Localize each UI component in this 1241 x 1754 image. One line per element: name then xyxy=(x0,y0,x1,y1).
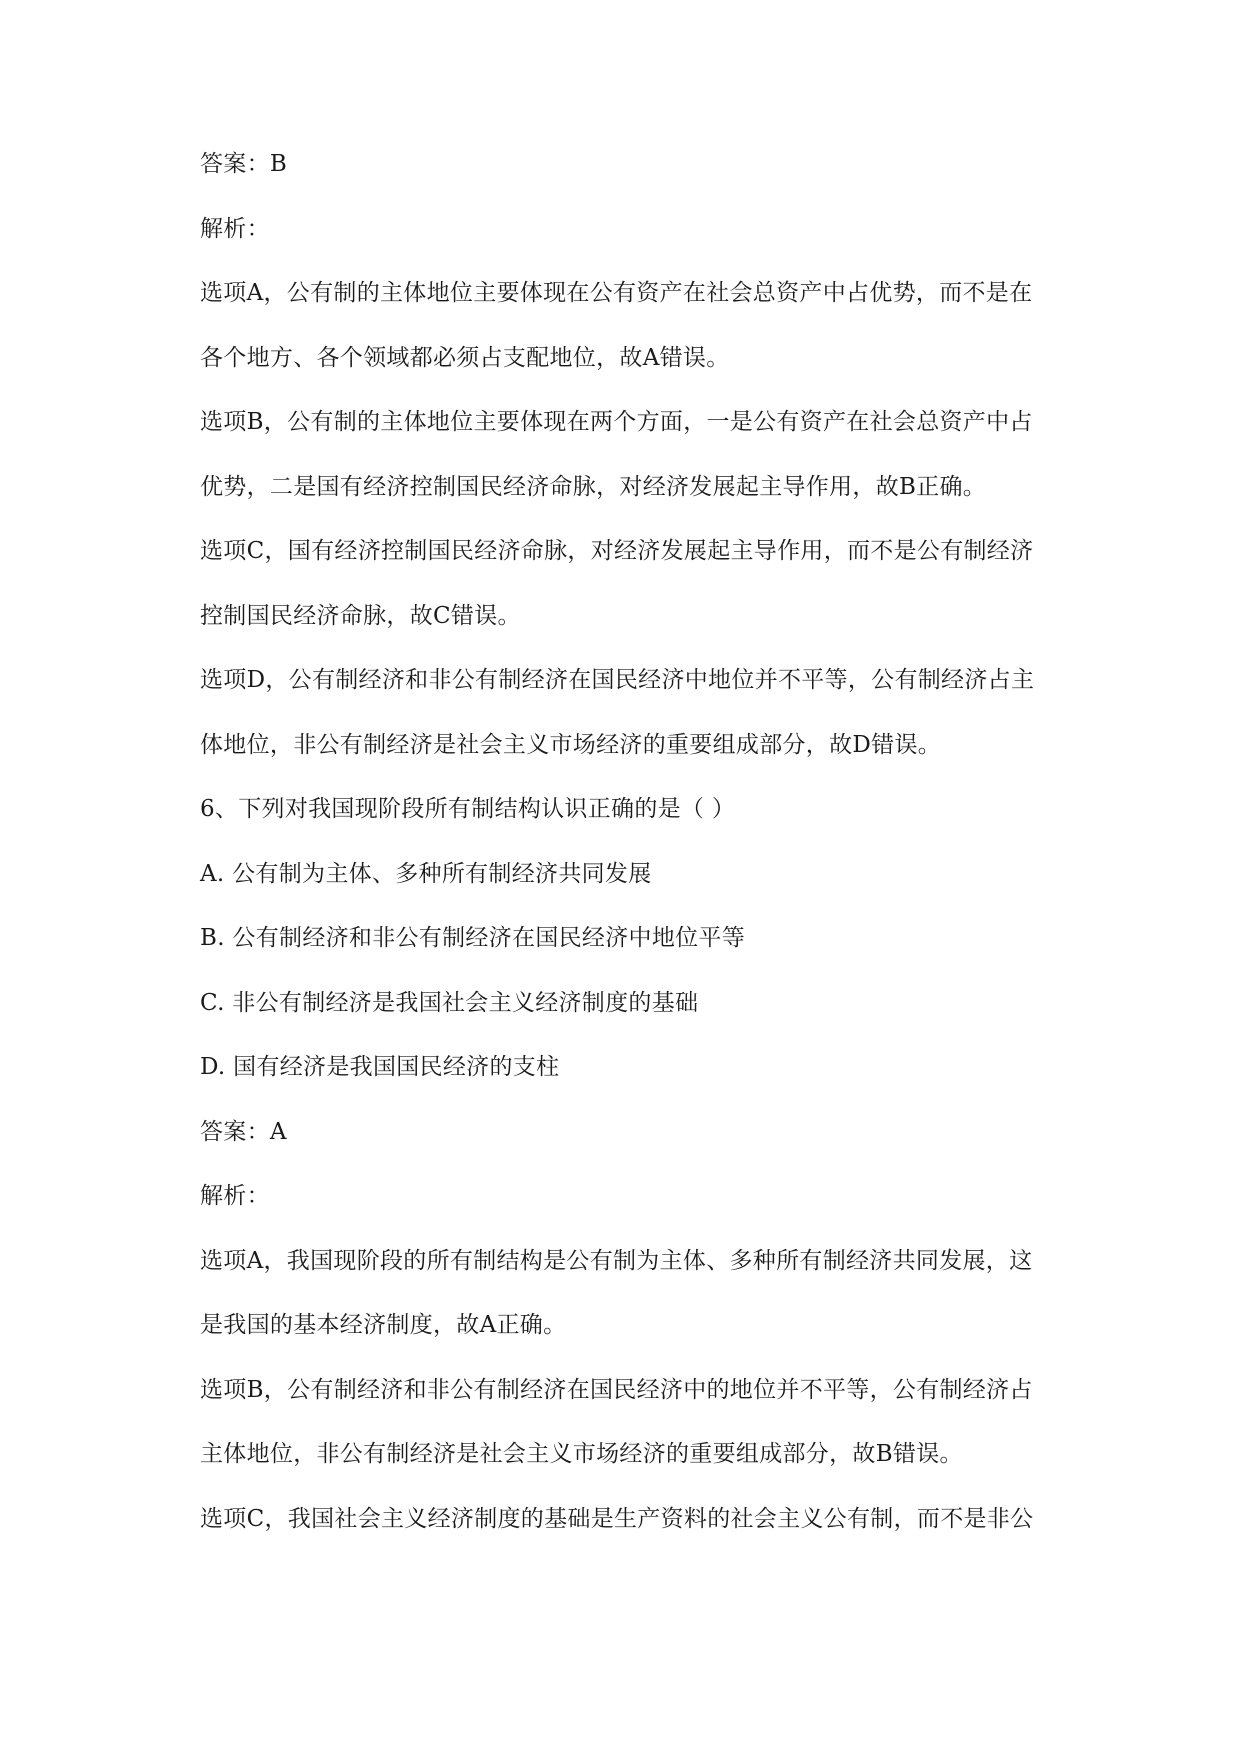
analysis-heading-q5: 解析： xyxy=(200,215,270,242)
text-line: 选项B，公有制经济和非公有制经济在国民经济中的地位并不平等，公有制经济占 xyxy=(200,1376,1033,1403)
text-line: 选项C，我国社会主义经济制度的基础是生产资料的社会主义公有制，而不是非公 xyxy=(200,1505,1034,1532)
option-a: A. 公有制为主体、多种所有制经济共同发展 xyxy=(200,860,652,887)
option-d: D. 国有经济是我国国民经济的支柱 xyxy=(200,1054,560,1080)
option-b: B. 公有制经济和非公有制经济在国民经济中地位平等 xyxy=(200,925,746,951)
text-line: 控制国民经济命脉，故C错误。 xyxy=(200,602,521,629)
text-line: 选项A，我国现阶段的所有制结构是公有制为主体、多种所有制经济共同发展，这 xyxy=(200,1247,1033,1274)
text-line: 优势，二是国有经济控制国民经济命脉，对经济发展起主导作用，故B正确。 xyxy=(200,473,987,500)
document-page xyxy=(200,132,1090,1551)
text-line: 各个地方、各个领域都必须占支配地位，故A错误。 xyxy=(200,344,730,371)
text-line: 选项D，公有制经济和非公有制经济在国民经济中地位并不平等，公有制经济占主 xyxy=(200,667,1035,693)
text-line: 选项A，公有制的主体地位主要体现在公有资产在社会总资产中占优势，而不是在 xyxy=(200,280,1033,306)
text-line: 体地位，非公有制经济是社会主义市场经济的重要组成部分，故D错误。 xyxy=(200,731,942,758)
text-line: 选项B，公有制的主体地位主要体现在两个方面，一是公有资产在社会总资产中占 xyxy=(200,409,1033,435)
analysis-heading-q6: 解析： xyxy=(200,1183,270,1209)
answer-line-q6: 答案：A xyxy=(200,1118,287,1145)
question-6-stem: 6、下列对我国现阶段所有制结构认识正确的是（ ） xyxy=(200,796,736,822)
answer-line-q5: 答案：B xyxy=(200,151,288,177)
option-c: C. 非公有制经济是我国社会主义经济制度的基础 xyxy=(200,989,699,1016)
text-line: 选项C，国有经济控制国民经济命脉，对经济发展起主导作用，而不是公有制经济 xyxy=(200,538,1034,564)
text-line: 主体地位，非公有制经济是社会主义市场经济的重要组成部分，故B错误。 xyxy=(200,1441,963,1467)
text-line: 是我国的基本经济制度，故A正确。 xyxy=(200,1312,567,1338)
